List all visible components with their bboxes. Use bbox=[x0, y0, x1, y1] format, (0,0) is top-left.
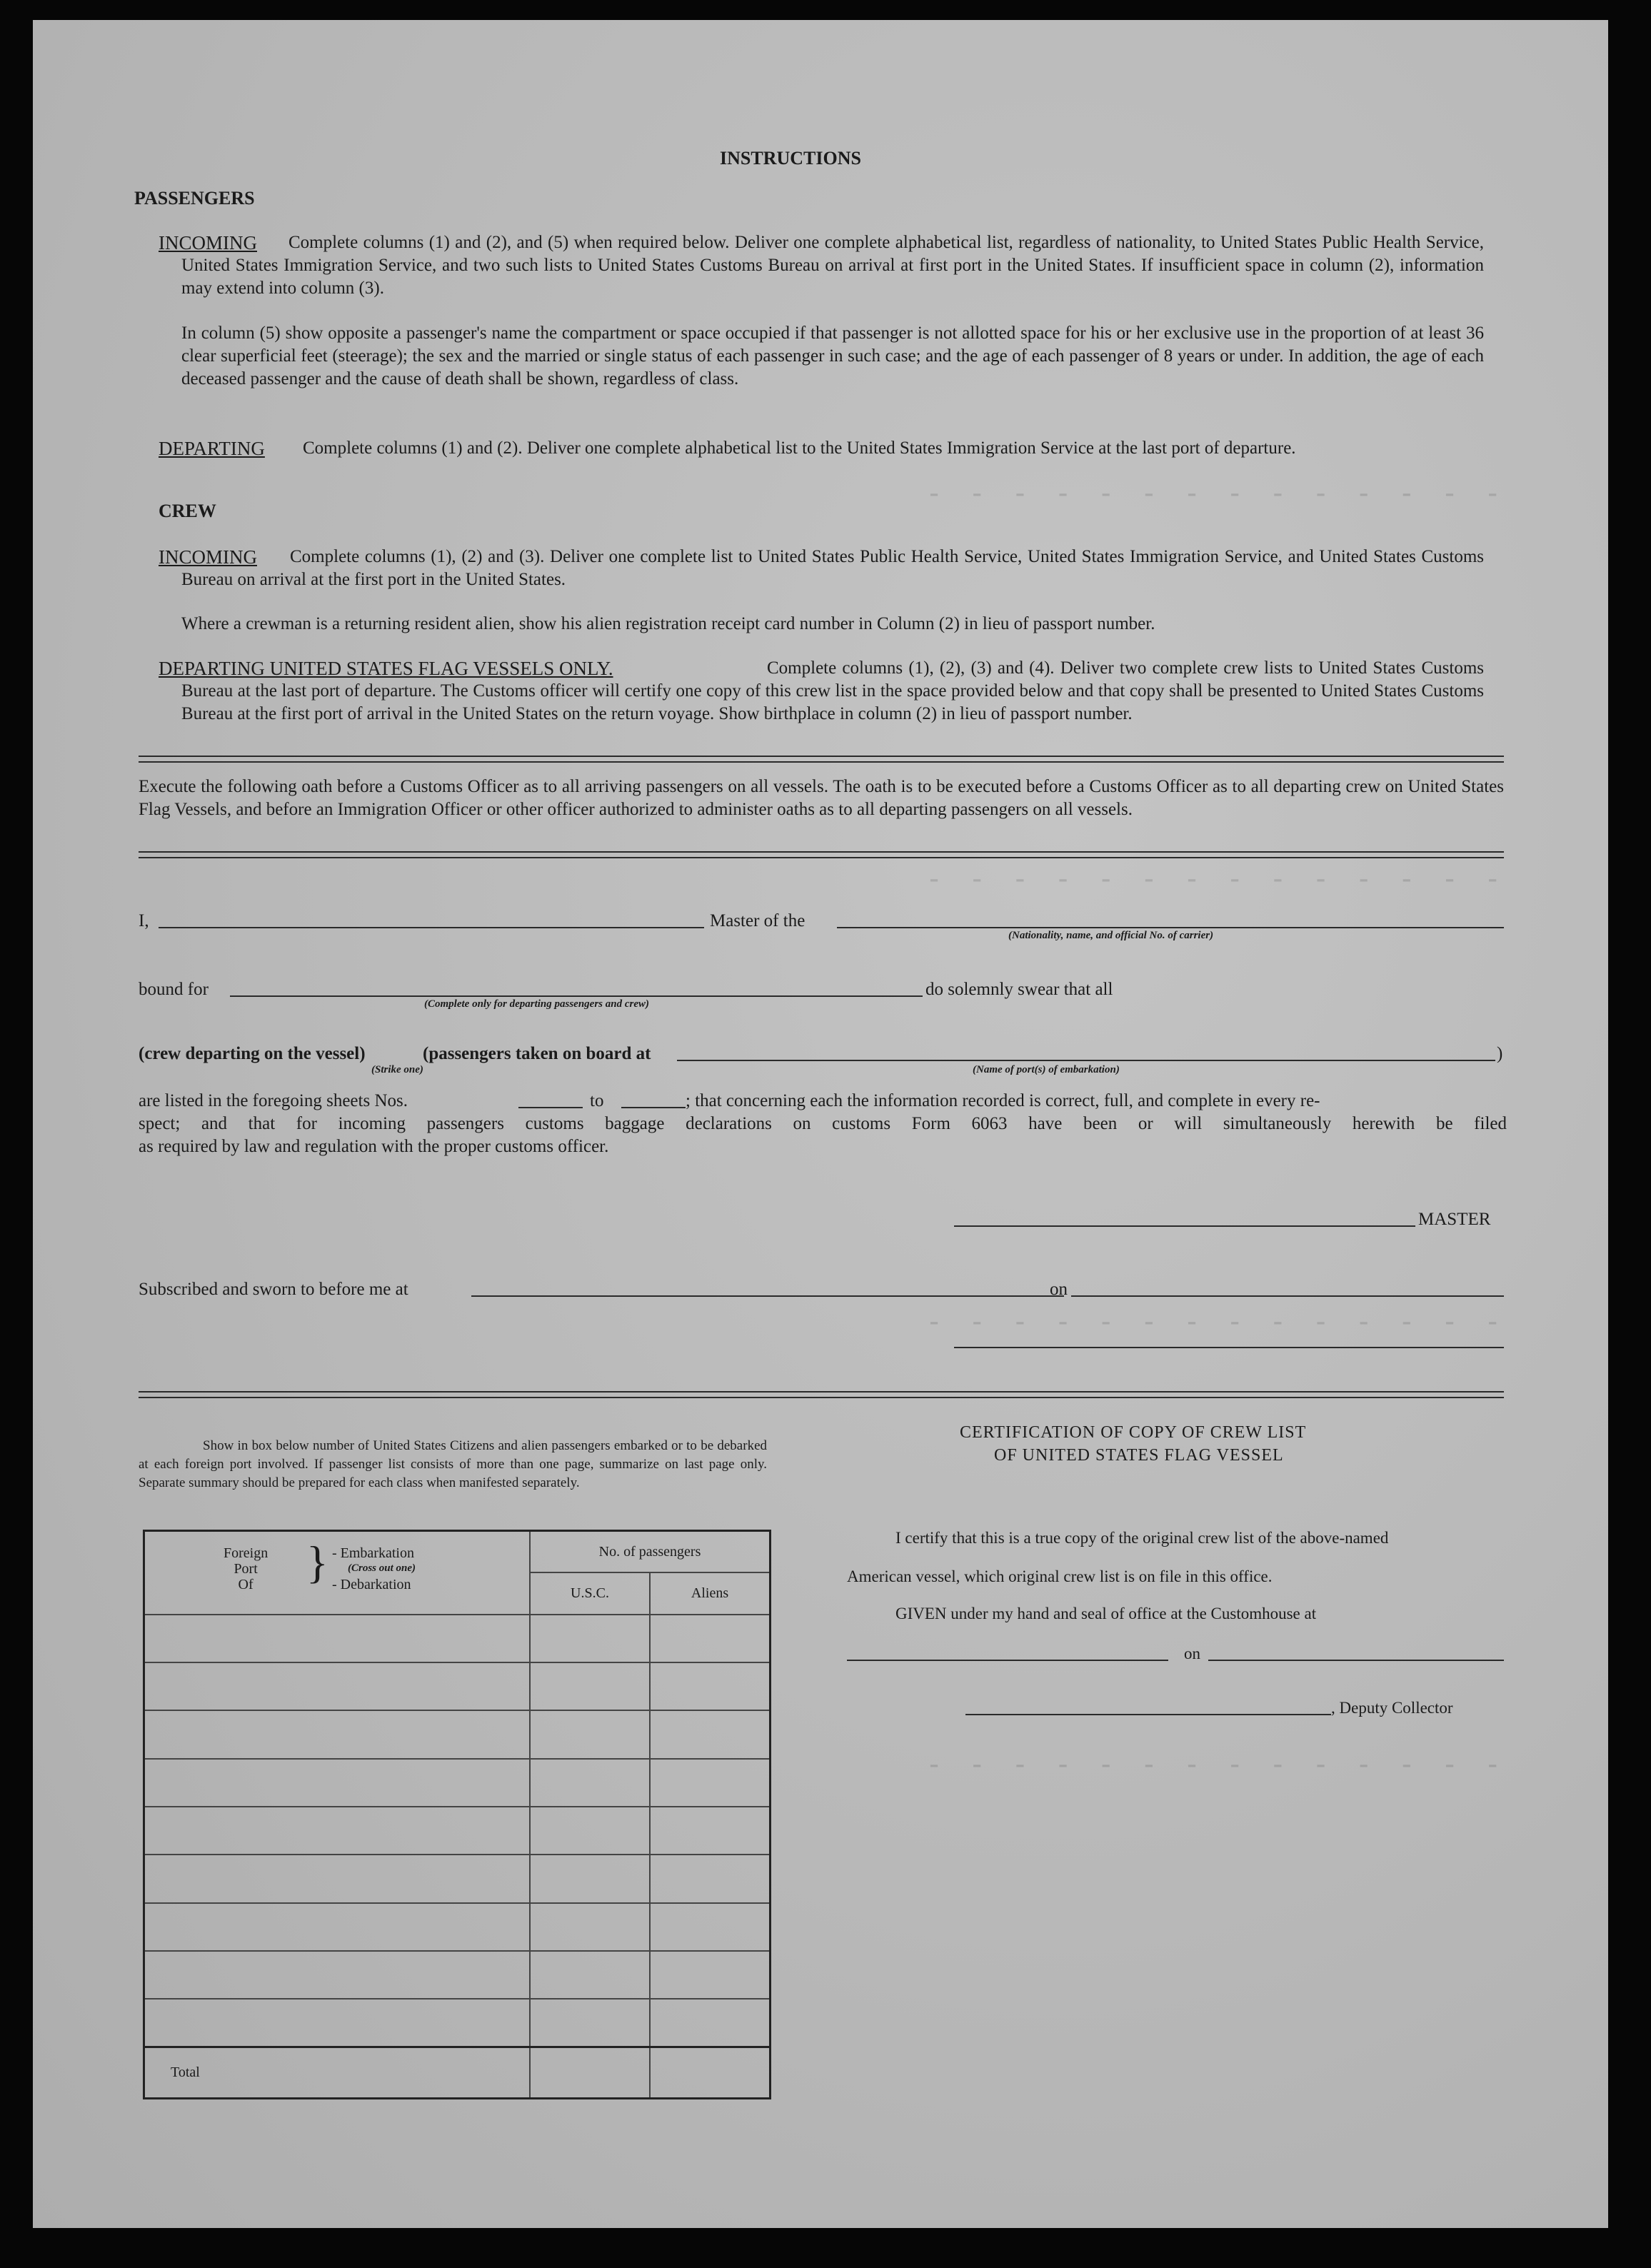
oath-passengers-taken: (passengers taken on board at bbox=[423, 1044, 651, 1063]
crew-departing-label: DEPARTING UNITED STATES FLAG VESSELS ONLY. bbox=[159, 658, 613, 679]
passenger-summary-table bbox=[143, 1530, 771, 2099]
aliens-cell[interactable] bbox=[650, 1759, 771, 1807]
carrier-line[interactable] bbox=[837, 927, 1504, 928]
port-cell[interactable] bbox=[144, 1855, 531, 1902]
embarkation-ports-line[interactable] bbox=[677, 1060, 1495, 1061]
cross-out-note: (Cross out one) bbox=[348, 1562, 416, 1575]
oath-to: to bbox=[590, 1091, 604, 1110]
destination-line[interactable] bbox=[230, 995, 923, 997]
usc-cell[interactable] bbox=[530, 1903, 650, 1951]
oath-instructions: Execute the following oath before a Customs Officer as to all arriving passengers on all vessels. The oath is to be executed before a Customs Officer as to all departing crew on United States Flag Vessels, and before an Immigration Officer or other officer authorized to administer oaths as to all departing passengers on all vessels. bbox=[139, 777, 1504, 819]
sheet-from-line[interactable] bbox=[518, 1107, 583, 1108]
strike-one-note: (Strike one) bbox=[371, 1064, 423, 1075]
crew-heading: CREW bbox=[159, 501, 216, 521]
subscribed-text: Subscribed and sworn to before me at bbox=[139, 1280, 408, 1299]
aliens-cell[interactable] bbox=[650, 1615, 771, 1662]
port-cell[interactable] bbox=[144, 1951, 531, 1999]
passengers-column5-text: In column (5) show opposite a passenger's name the compartment or space occupied if that passenger is not allotted space for his or her exclusive use in the proportion of at least 36 clear superficial feet (steerage); the sex and the married or single status of each passenger in such case; and the age of each passenger of 8 years or under. In addition, the age of each deceased passenger and the cause of death shall be shown, regardless of class. bbox=[181, 323, 1484, 388]
usc-cell[interactable] bbox=[530, 1662, 650, 1710]
embarkation-label: - Embarkation bbox=[332, 1545, 414, 1562]
master-name-line[interactable] bbox=[159, 927, 704, 928]
oath-listed-b: ; that concerning each the information recorded is correct, full, and complete in every re- bbox=[686, 1091, 1320, 1110]
of-label: Of bbox=[238, 1577, 254, 1593]
crew-incoming-text: Complete columns (1), (2) and (3). Deliver one complete list to United States Public Health Service, United States Immigration Service, and United States Customs Bureau on arrival at the first port in the United States. bbox=[181, 547, 1484, 589]
oath-listed-a: are listed in the foregoing sheets Nos. bbox=[139, 1091, 408, 1110]
deputy-collector-label: , Deputy Collector bbox=[1331, 1699, 1453, 1717]
aliens-cell[interactable] bbox=[650, 1855, 771, 1902]
summary-instructions: Show in box below number of United States Citizens and alien passengers embarked or to be debarked at each foreign port involved. If passenger list consists of more than one page, summarize on last page only. Separate summary should be prepared for each class when manifested separately. bbox=[139, 1438, 767, 1490]
certify-text-b: American vessel, which original crew list is on file in this office. bbox=[847, 1567, 1273, 1585]
passengers-incoming-label: INCOMING bbox=[159, 232, 257, 254]
crew-resident-text: Where a crewman is a returning resident alien, show his alien registration receipt card number in Column (2) in lieu of passport number. bbox=[181, 614, 1155, 633]
port-header-cell bbox=[144, 1531, 531, 1615]
passengers-departing-text: Complete columns (1) and (2). Deliver one complete alphabetical list to the United States Immigration Service at the last port of departure. bbox=[303, 438, 1296, 458]
carrier-note: (Nationality, name, and official No. of carrier) bbox=[1008, 930, 1214, 941]
oath-master-of-the: Master of the bbox=[710, 911, 806, 930]
usc-cell[interactable] bbox=[530, 1807, 650, 1855]
master-label: MASTER bbox=[1418, 1210, 1491, 1229]
sworn-place-line[interactable] bbox=[471, 1295, 1064, 1297]
port-cell[interactable] bbox=[144, 1999, 531, 2047]
port-cell[interactable] bbox=[144, 1759, 531, 1807]
crew-incoming-label: INCOMING bbox=[159, 546, 257, 568]
oath-crew-departing: (crew departing on the vessel) bbox=[139, 1044, 366, 1063]
total-aliens-cell[interactable] bbox=[650, 2047, 771, 2099]
master-signature-line[interactable] bbox=[954, 1225, 1415, 1227]
port-cell[interactable] bbox=[144, 1807, 531, 1855]
bound-note: (Complete only for departing passengers and crew) bbox=[424, 998, 649, 1010]
cert-date-line[interactable] bbox=[1208, 1660, 1504, 1661]
passengers-heading: PASSENGERS bbox=[134, 188, 255, 209]
usc-cell[interactable] bbox=[530, 1855, 650, 1902]
port-cell[interactable] bbox=[144, 1710, 531, 1758]
brace-glyph: } bbox=[306, 1537, 328, 1588]
section-divider bbox=[139, 1391, 1504, 1398]
usc-cell[interactable] bbox=[530, 1710, 650, 1758]
port-cell[interactable] bbox=[144, 1662, 531, 1710]
officer-signature-line[interactable] bbox=[954, 1347, 1504, 1348]
section-divider bbox=[139, 851, 1504, 858]
oath-listed-c: spect; and that for incoming passengers customs baggage declarations on customs Form 6063 have been or will simultaneously herewith be filed bbox=[139, 1114, 1507, 1133]
usc-cell[interactable] bbox=[530, 1951, 650, 1999]
usc-cell[interactable] bbox=[530, 1999, 650, 2047]
total-usc-cell[interactable] bbox=[530, 2047, 650, 2099]
aliens-cell[interactable] bbox=[650, 1903, 771, 1951]
given-text: GIVEN under my hand and seal of office at the Customhouse at bbox=[895, 1605, 1317, 1622]
oath-close-paren: ) bbox=[1497, 1044, 1503, 1063]
sworn-date-line[interactable] bbox=[1071, 1295, 1504, 1297]
aliens-cell[interactable] bbox=[650, 1662, 771, 1710]
ports-note: (Name of port(s) of embarkation) bbox=[973, 1064, 1120, 1075]
aliens-cell[interactable] bbox=[650, 1951, 771, 1999]
page-title: INSTRUCTIONS bbox=[720, 148, 861, 169]
passengers-incoming-text: Complete columns (1) and (2), and (5) when required below. Deliver one complete alphabetical list, regardless of nationality, to United States Public Health Service, United States Immigration Service, and two such lists to United States Customs Bureau on arrival at first port in the United States. If insufficient space in column (2), information may extend into column (3). bbox=[181, 233, 1484, 298]
aliens-header: Aliens bbox=[650, 1572, 771, 1615]
usc-header: U.S.C. bbox=[530, 1572, 650, 1615]
deputy-signature-line[interactable] bbox=[965, 1714, 1331, 1715]
foreign-label: Foreign bbox=[224, 1545, 269, 1562]
debarkation-label: - Debarkation bbox=[332, 1577, 411, 1593]
customhouse-line[interactable] bbox=[847, 1660, 1168, 1661]
crew-departing-text: Complete columns (1), (2), (3) and (4). Deliver two complete crew lists to United States Customs Bureau at the last port of departure. The Customs officer will certify one copy of this crew list in the space provided below and that copy shall be presented to United States Customs Bureau at the first port of arrival in the United States on the return voyage. Show birthplace in column (2) in lieu of passport number. bbox=[181, 658, 1484, 723]
certification-title-2: OF UNITED STATES FLAG VESSEL bbox=[994, 1446, 1284, 1465]
certification-title-1: CERTIFICATION OF COPY OF CREW LIST bbox=[960, 1423, 1307, 1442]
sheet-to-line[interactable] bbox=[621, 1107, 686, 1108]
oath-listed-d: as required by law and regulation with the proper customs officer. bbox=[139, 1137, 609, 1156]
sworn-on: on bbox=[1050, 1280, 1068, 1299]
oath-i: I, bbox=[139, 911, 149, 930]
no-passengers-header: No. of passengers bbox=[530, 1531, 771, 1573]
oath-swear: do solemnly swear that all bbox=[925, 980, 1113, 999]
usc-cell[interactable] bbox=[530, 1759, 650, 1807]
passengers-departing-label: DEPARTING bbox=[159, 438, 265, 459]
oath-bound-for: bound for bbox=[139, 980, 209, 999]
aliens-cell[interactable] bbox=[650, 1710, 771, 1758]
aliens-cell[interactable] bbox=[650, 1807, 771, 1855]
total-label: Total bbox=[144, 2047, 531, 2099]
section-divider bbox=[139, 756, 1504, 763]
aliens-cell[interactable] bbox=[650, 1999, 771, 2047]
port-label: Port bbox=[234, 1561, 258, 1577]
cert-on: on bbox=[1184, 1645, 1200, 1662]
usc-cell[interactable] bbox=[530, 1615, 650, 1662]
port-cell[interactable] bbox=[144, 1615, 531, 1662]
form-sheet: - - - - - - - - - - - - - - - - - - - - - - - - - - - - - - - - - - - - - - - - - - - - - - - - - - - - - - - - INSTRUCTIONS PASSENGERS INCOMING Complete columns (1) and (2), and (5) when required below. Deliver one complete alphabetical list, regardless of nationality, to United States Public Health Service, United States Immigration Service, and two such lists to United States Customs Bureau on arrival at first port in the United States. If insufficient space in column (2), information may extend into column (3). In column (5) show opposite a passenger's name the compartment or space occupied if that passenger is not allotted space for his or her exclusive use in the proportion of at least 36 clear superficial feet (steerage); the sex and the married or single status of each passenger in such case; and the age of each passenger of 8 years or under. In addition, the age of each deceased passenger and the cause of death shall be shown, regardless of class. DEPARTING Complete columns (1) and (2). Deliver one complete alphabetical list to the United States Immigration Service at the last port of departure. CREW INCOMING Complete columns (1), (2) and (3). Deliver one complete list to United States Public Health Service, United States Immigration Service, and United States Customs Bureau on arrival at the first port in the United States. Where a crewman is a returning resident alien, show his alien registration receipt card number in Column (2) in lieu of passport number. DEPARTING UNITED STATES FLAG VESSELS ONLY. Complete columns (1), (2), (3) and (4). Deliver two complete crew lists to United States Customs Bureau at the last port of departure. The Customs officer will certify one copy of this crew list in the space provided below and that copy shall be presented to United States Customs Bureau at the first port of arrival in the United States on the return voyage. Show birthplace in column (2) in lieu of passport number. Execute the following oath before a Customs Officer as to all arriving passengers on all vessels. The oath is to be executed before a Customs Officer as to all departing crew on United States Flag Vessels, and before an Immigration Officer or other officer authorized to administer oaths as to all departing passengers on all vessels. I, Master of the (Nationality, name, and official No. of carrier) bound for do solemnly swear that all (Complete only for departing passengers and crew) (crew departing on the vessel) (passengers taken on board at ) (Strike one) (Name of port(s) of embarkation) are listed in the foregoing sheets Nos. to ; that concerning each the information recorded is correct, full, and complete in every re- spect; and that for incoming passengers customs baggage declarations on customs Form 6063 have been or will simultaneously herewith be filed as required by law and regulation with the proper customs officer. MASTER Subscribed and sworn to before me at on Show in box below number of United States Citizens and alien passengers embarked or to be debarked at each foreign port involved. If passenger list consists of more than one page, summarize on last page only. Separate summary should be prepared for each class when manifested separately. Foreign Port Of } - Embarkation (Cross out one) - Debarkation No. of passengers U.S.C. Aliens Total CERTIFICATION OF COPY OF CREW LIST OF UNITED STATES FLAG VESSEL I certify that this is a true copy of the original crew list of the above-named American vessel, which original crew list is on file in this office. GIVEN under my hand and seal of office at the Customhouse at on , Deputy Collector bbox=[33, 20, 1608, 2228]
certify-text-a: I certify that this is a true copy of the original crew list of the above-named bbox=[895, 1529, 1389, 1547]
port-cell[interactable] bbox=[144, 1903, 531, 1951]
